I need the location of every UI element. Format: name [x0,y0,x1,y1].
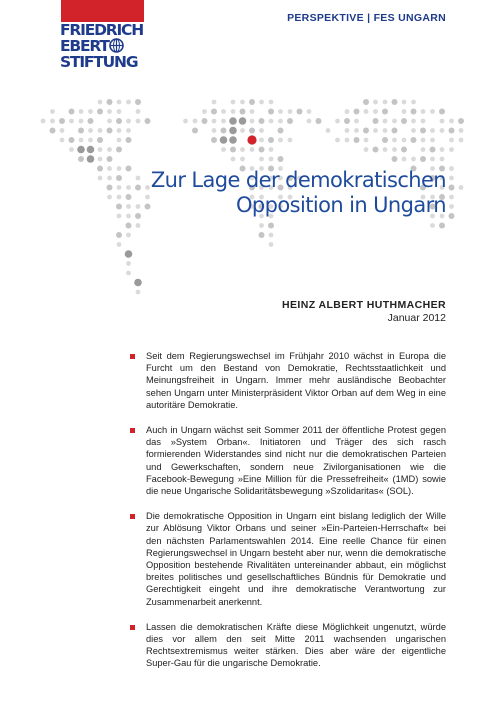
map-dot [335,138,340,143]
map-dot [116,147,122,153]
map-dot [97,109,103,115]
map-dot [136,290,141,295]
map-dot [316,118,322,124]
map-dot [269,233,274,238]
map-dot [259,157,264,162]
map-dot [78,156,84,162]
map-dot [240,147,245,152]
map-dot [117,100,122,105]
map-dot [126,223,132,229]
map-dot [411,100,416,105]
map-dot [126,261,131,266]
map-dot [354,119,359,124]
map-dot [373,100,378,105]
map-dot [421,109,426,114]
author-block [282,299,446,324]
map-dot [87,146,95,154]
map-dot [335,119,340,124]
map-dot [269,119,274,124]
map-dot [268,137,274,143]
map-dot [411,157,416,162]
map-dot [117,109,122,114]
map-dot [220,136,228,144]
map-dot [69,147,74,152]
list-item-text: Die demokratische Opposition in Ungarn eint bislang lediglich der Wille zur Ablösung Viktor Orbans und seiner »Ein-Parteien-Herrschaft« bei den nächsten Parlamentswahlen 2014. Eine reelle Chance für einen Regierungswechsel in Ungarn besteht aber nur, wenn die demokratische Opposition bestehende Rivalitäten untereinander abbaut, ein möglichst breites politisches und gesellschaftliches Bündnis für Demokratie und Gerechtigkeit eingeht und ihre demokratische Verantwortung zur Zusammenarbeit anerkennt. [146,511,446,607]
map-dot [440,157,445,162]
map-dot [107,119,112,124]
map-dot [287,118,293,124]
map-dot [345,128,350,133]
map-dot [278,128,284,134]
map-dot [60,138,65,143]
map-dot [363,128,369,134]
map-dot [297,109,303,115]
map-dot [239,117,247,125]
map-dot [135,99,141,105]
map-dot [402,157,407,162]
map-dot [430,138,435,143]
map-dot [69,119,74,124]
summary-list [130,350,446,683]
map-dot-highlight [247,135,256,144]
map-dot [420,156,426,162]
map-dot [401,118,407,124]
map-dot [411,128,416,133]
map-dot [136,109,141,114]
map-dot [364,147,369,152]
map-dot [79,119,84,124]
map-dot [449,166,454,171]
map-dot [449,213,455,219]
map-dot [269,157,274,162]
map-dot [221,147,226,152]
map-dot [249,128,255,134]
map-dot [250,109,255,114]
map-dot [126,128,131,133]
map-dot [326,128,331,133]
map-dot [79,138,84,143]
map-dot [449,147,454,152]
map-dot [449,185,455,191]
map-dot [183,119,188,124]
map-dot [202,118,208,124]
fes-logo [60,22,150,70]
map-dot [125,250,133,258]
bullet-square-icon [130,428,135,433]
map-dot [98,128,103,133]
map-dot [459,128,464,133]
list-item-text: Seit dem Regierungswechsel im Frühjahr 2010 wächst in Europa die Furcht um den Bestand von Demokratie, Rechtsstaatlichkeit und Meinungsfreiheit in Ungarn. Immer mehr ausländische Beobachter sehen Ungarn unter Ministerpräsident Viktor Orban auf dem Weg in eine autoritäre Demokratie. [146,351,446,410]
map-dot [116,232,122,238]
logo-line-2: EBERT [60,37,109,55]
map-dot [392,147,397,152]
map-dot [230,147,236,153]
map-dot [439,109,445,115]
map-dot [449,204,454,209]
map-dot [458,118,464,124]
map-dot [392,156,398,162]
map-dot [77,146,85,154]
author-name: HEINZ ALBERT HUTHMACHER [282,299,446,311]
map-dot [421,119,426,124]
map-dot [401,147,407,153]
logo-line-1: FRIEDRICH [60,21,143,39]
map-dot [373,128,378,133]
map-dot [229,117,237,125]
map-dot [449,195,454,200]
map-dot [117,128,122,133]
map-dot [126,100,131,105]
map-dot [134,279,142,287]
map-dot [136,223,141,228]
map-dot [50,109,55,114]
map-dot [259,147,265,153]
title-line-2: Opposition in Ungarn [236,193,446,217]
map-dot [60,128,65,133]
map-dot [268,109,274,115]
map-dot [373,147,379,153]
map-dot [240,109,246,115]
map-dot [363,99,369,105]
map-dot [373,118,379,124]
map-dot [212,100,217,105]
map-dot [212,119,217,124]
map-dot [229,136,237,144]
page-title [86,168,446,218]
map-dot [249,99,255,105]
map-dot [212,128,217,133]
map-dot [117,242,122,247]
map-dot [402,138,407,143]
map-dot [269,100,274,105]
map-dot [459,138,464,143]
map-dot [392,99,398,105]
map-dot [69,137,75,143]
bullet-square-icon [130,514,135,519]
bullet-square-icon [130,625,135,630]
globe-icon [109,38,124,53]
map-dot [383,119,388,124]
map-dot [88,128,93,133]
map-dot [430,223,435,228]
map-dot [268,223,274,229]
map-dot [240,100,245,105]
map-dot [440,119,445,124]
map-dot [354,109,360,115]
map-dot [392,138,397,143]
map-dot [449,119,454,124]
map-dot [107,156,113,162]
map-dot [117,138,122,143]
map-dot [259,118,265,124]
map-dot [240,157,245,162]
map-dot [383,147,388,152]
map-dot [430,109,435,114]
map-dot [449,128,455,134]
map-dot [459,185,464,190]
list-item-text: Auch in Ungarn wächst seit Sommer 2011 der öffentliche Protest gegen das »System Orban«. Initiatoren und Träger des sich rasch formierenden Widerstandes sind nicht nur die demokratischen Parteien und Gewerkschaften, sondern neue Zivilorganisationen wie die Facebook-Bewegung »Eine Million für die Pressefreiheit« (1MD) sowie die neue Ungarische Solidaritätsbewegung »Szolidaritas« (SOL). [146,425,446,497]
map-dot [78,128,84,134]
map-dot [87,155,95,163]
map-dot [221,109,226,114]
map-dot [126,119,131,124]
map-dot [259,232,265,238]
map-dot [41,119,46,124]
map-dot [259,128,264,133]
map-dot [240,128,245,133]
map-dot [126,233,131,238]
map-dot [439,223,445,229]
map-dot [107,147,112,152]
map-dot [354,137,360,143]
map-dot [392,119,397,124]
map-dot [88,118,94,124]
map-dot [382,137,388,143]
map-dot [440,147,445,152]
map-dot [382,109,388,115]
bullet-square-icon [130,354,135,359]
map-dot [420,128,426,134]
map-dot [97,137,103,143]
map-dot [250,119,255,124]
map-dot [411,119,416,124]
map-dot [288,138,293,143]
map-dot [430,147,436,153]
map-dot [383,100,388,105]
map-dot [98,147,103,152]
map-dot [449,138,454,143]
logo-line-3: STIFTUNG [60,53,138,71]
map-dot [88,138,93,143]
map-dot [211,109,217,115]
map-dot [345,109,350,114]
list-item [130,621,446,670]
map-dot [364,138,369,143]
map-dot [126,271,131,276]
map-dot [192,128,198,134]
map-dot [364,109,369,114]
map-dot [288,109,293,114]
publication-date: Januar 2012 [387,312,446,324]
map-dot [344,118,350,124]
map-dot [278,138,283,143]
map-dot [373,109,378,114]
map-dot [278,156,284,162]
map-dot [402,100,407,105]
title-line-1: Zur Lage der demokratischen [150,168,446,192]
map-dot [79,109,84,114]
map-dot [231,157,236,162]
map-dot [145,118,151,124]
map-dot [307,119,312,124]
map-dot [107,109,112,114]
map-dot [126,137,132,143]
map-dot [50,128,56,134]
map-dot [449,176,454,181]
map-dot [269,147,274,152]
map-dot [259,223,264,228]
map-dot [259,138,264,143]
map-dot [354,128,359,133]
list-item [130,350,446,411]
map-dot [411,109,417,115]
map-dot [69,109,75,115]
map-dot [98,157,103,162]
map-dot [250,147,255,152]
map-dot [231,100,236,105]
map-dot [278,109,283,114]
map-dot [59,118,65,124]
map-dot [440,128,445,133]
map-dot [231,109,236,114]
map-dot [221,119,226,124]
map-dot [307,109,312,114]
map-dot [116,118,122,124]
map-dot [107,128,113,134]
map-dot [392,128,398,134]
map-dot [421,138,426,143]
map-dot [345,138,350,143]
map-dot [430,157,435,162]
list-item [130,424,446,497]
map-dot [383,128,388,133]
map-dot [421,147,426,152]
map-dot [229,127,237,135]
logo-red-bar [61,0,144,22]
map-dot [278,119,283,124]
map-dot [269,242,274,247]
series-label: PERSPEKTIVE | FES UNGARN [287,12,446,24]
map-dot [259,100,264,105]
map-dot [221,128,227,134]
map-dot [98,100,103,105]
map-dot [202,109,207,114]
map-dot [88,109,93,114]
map-dot [50,119,55,124]
list-item-text: Lassen die demokratischen Kräfte diese Möglichkeit ungenutzt, würde dies vor allem den seit Mitte 2011 wachsenden ungarischen Rechtsextremismus weiter stärken. Dies aber wäre der eigentliche Super-Gau für die ungarische Demokratie. [146,621,446,669]
map-dot [430,128,435,133]
list-item [130,510,446,608]
map-dot [211,137,217,143]
map-dot [136,119,141,124]
map-dot [107,99,113,105]
map-dot [411,137,417,143]
map-dot [193,119,198,124]
map-dot [402,109,407,114]
